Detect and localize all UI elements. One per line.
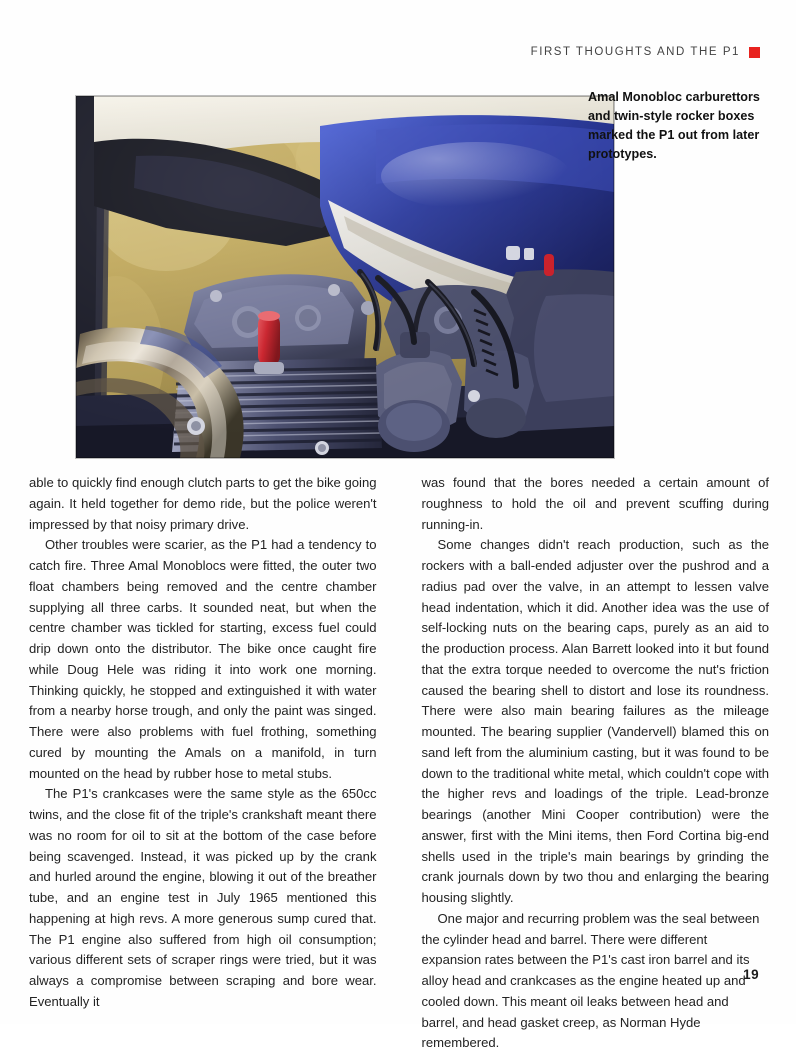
page-number: 19: [743, 967, 759, 982]
motorcycle-engine-photo: [76, 96, 614, 458]
figure-caption: Amal Monobloc carburettors and twin-style rocker boxes marked the P1 out from later prototypes.: [588, 90, 760, 162]
paragraph: Other troubles were scarier, as the P1 had a tendency to catch fire. Three Amal Monoblocs were fitted, the outer two float chambers being removed and the centre chamber supplying all three carbs. It sounded neat, but when the centre chamber was tickled for starting, excess fuel could drip down onto the distributor. The bike once caught fire while Doug Hele was riding it into work one morning. Thinking quickly, he stopped and extinguished it with water from a nearby horse trough, and only the paint was singed. There were also problems with fuel frothing, something cured by mounting the Amals on a manifold, in turn mounted on the head by rubber hose to metal stubs.: [29, 537, 377, 781]
paragraph: Some changes didn't reach production, such as the rockers with a ball-ended adjuster over the pushrod and a radius pad over the valve, in an attempt to lessen valve head indentation, which it did. Another idea was the use of self-locking nuts on the bearing caps, purely as an aid to the production process. Alan Barrett looked into it but found that the extra torque needed to overcome the nut's friction caused the bearing shell to distort and lose its roundness. There were also main bearing failures as the mileage mounted. The bearing supplier (Vandervell) blamed this on sand left from the aluminium casting, but it was found to be down to the traditional white metal, which couldn't cope with the higher revs and loadings of the triple. Lead-bronze bearings (another Mini Cooper contribution) were the answer, first with the Mini items, then Ford Cortina big-end shells used in the triple's main bearings by grinding the crank journals down by two thou and enlarging the bearing housing slightly.: [421, 537, 769, 905]
figure-photograph: [76, 96, 614, 458]
paragraph: was found that the bores needed a certain amount of roughness to hold the oil and prevent scuffing during running-in.: [421, 475, 769, 532]
right-column: [422, 473, 770, 1054]
running-header: [531, 46, 760, 58]
paragraph: One major and recurring problem was the seal between the cylinder head and barrel. There were different expansion rates between the P1's cast iron barrel and its alloy head and crankcases as the engine heated up and cooled down. This meant oil leaks between head and barrel, and head gasket creep, as Norman Hyde remembered.: [421, 910, 760, 1051]
paragraph: able to quickly find enough clutch parts to get the bike going again. It held together for demo ride, but the police weren't impressed by that noisy primary drive.: [29, 475, 377, 532]
running-header-title: FIRST THOUGHTS AND THE P1: [530, 46, 740, 58]
left-column: [29, 473, 377, 1054]
photo-artwork: [76, 96, 614, 458]
red-square-marker-icon: [749, 47, 760, 58]
paragraph: The P1's crankcases were the same style as the 650cc twins, and the close fit of the triple's crankshaft meant there was no room for oil to sit at the bottom of the case before being scavenged. Instead, it was picked up by the crank and hurled around the engine, blowing it out of the breather tube, and an engine test in July 1965 mentioned this happening at high revs. A more generous sump cured that. The P1 engine also suffered from high oil consumption; various different sets of scraper rings were tried, but it was always a compromise between scraping and bore wear. Eventually it: [29, 786, 377, 1009]
body-columns: [29, 473, 769, 1054]
